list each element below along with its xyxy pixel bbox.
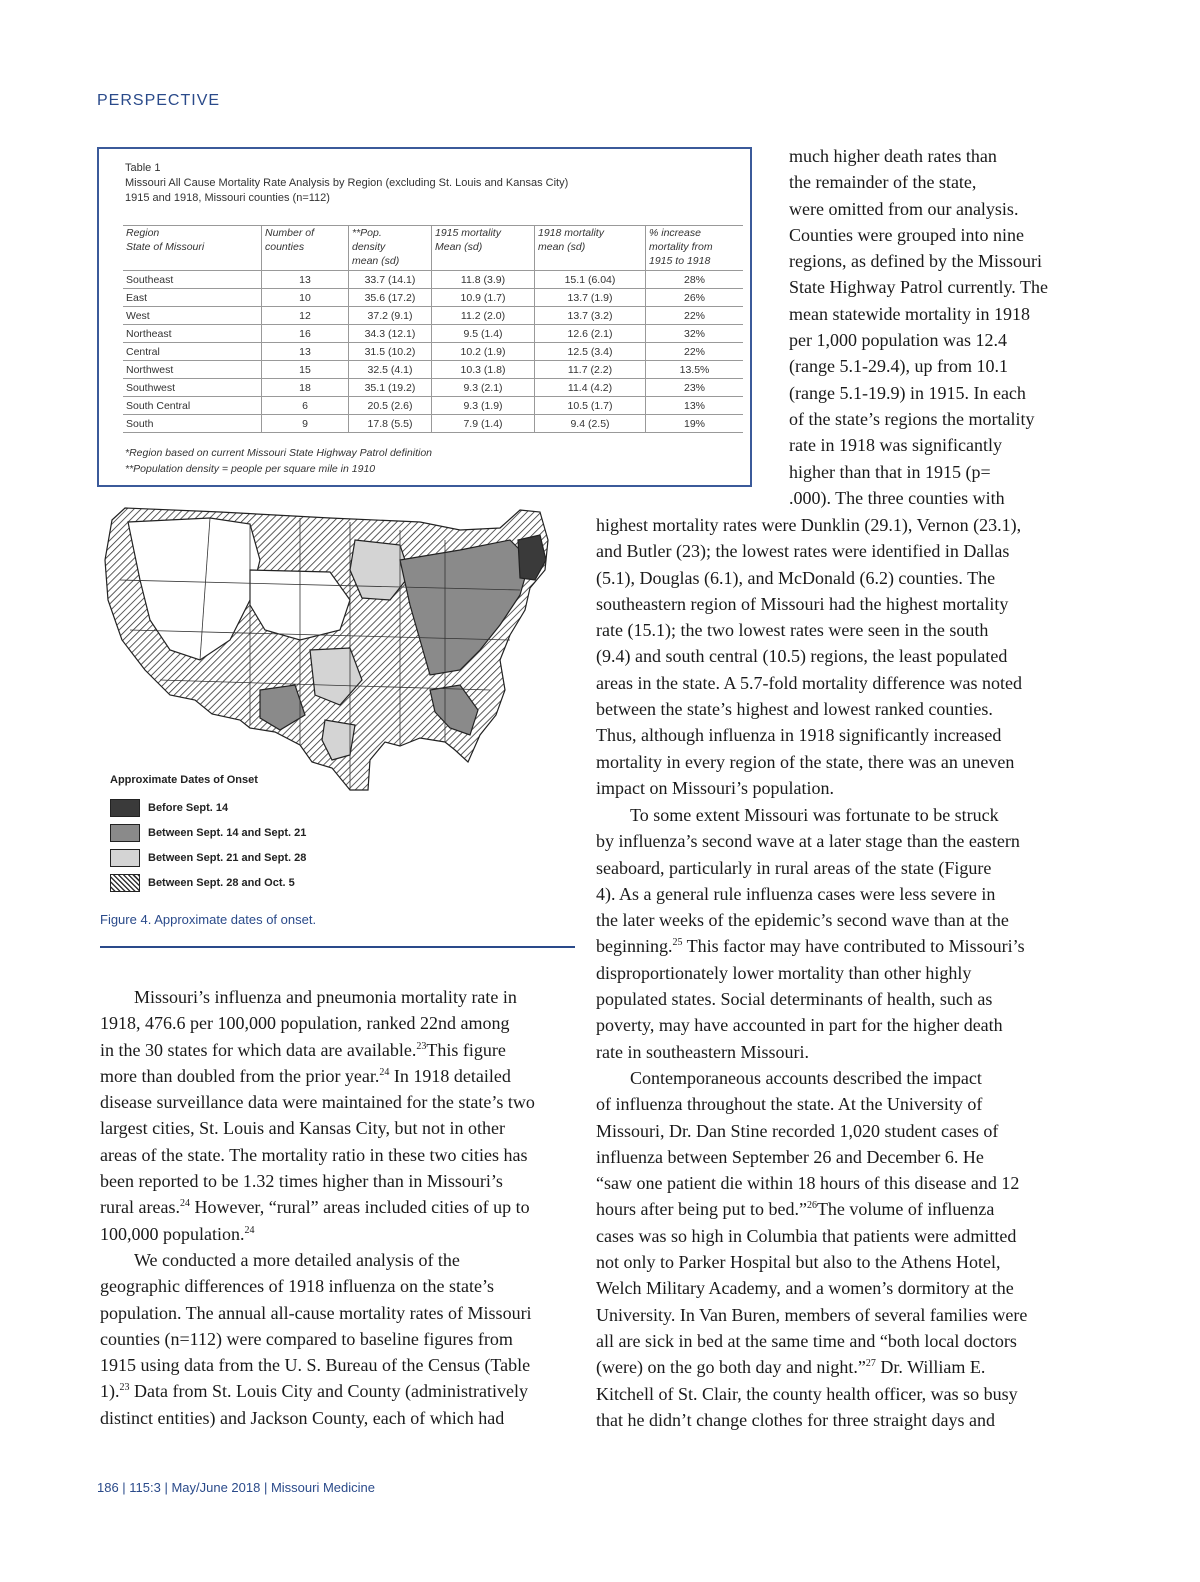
col-header-1915: 1915 mortality Mean (sd) [432,226,535,271]
table-row: Northwest 15 32.5 (4.1) 10.3 (1.8) 11.7 (2.2) 13.5% [123,361,743,379]
table-note-region: *Region based on current Missouri State Highway Patrol definition [125,447,432,459]
legend-item-sept-28-oct-5: Between Sept. 28 and Oct. 5 [110,873,295,893]
table-row: Southeast 13 33.7 (14.1) 11.8 (3.9) 15.1 (6.04) 28% [123,271,743,289]
table-row: West 12 37.2 (9.1) 11.2 (2.0) 13.7 (3.2) 22% [123,307,743,325]
table-title: Table 1 [125,162,161,174]
legend-swatch-gray [110,824,140,842]
legend-swatch-dark [110,799,140,817]
table-row: Southwest 18 35.1 (19.2) 9.3 (2.1) 11.4 (4.2) 23% [123,379,743,397]
table-row: Central 13 31.5 (10.2) 10.2 (1.9) 12.5 (3.4) 22% [123,343,743,361]
legend-item-sept-21-28: Between Sept. 21 and Sept. 28 [110,848,306,868]
right-paragraph-2: To some extent Missouri was fortunate to be struck by influenza’s second wave at a later stage than the eastern seaboard, particularly in rural areas of the state (Figure 4). As a general rule influenza cases were less severe in the later weeks of the epidemic’s second wave than at the beginning.$^{25}$ This factor may have contributed to Missouri’s disproportionately lower mortality than other highly populated states. Social determinants of health, such as poverty, may have accounted in part for the higher death rate in southeastern Missouri. [596,805,1025,1062]
page-footer: 186 | 115:3 | May/June 2018 | Missouri Medicine [97,1480,375,1495]
table-subtitle: Missouri All Cause Mortality Rate Analysis by Region (excluding St. Louis and Kansas City) [125,177,569,189]
table-heading [125,161,568,206]
legend-item-before-sept-14: Before Sept. 14 [110,798,228,818]
table-row: East 10 35.6 (17.2) 10.9 (1.7) 13.7 (1.9) 26% [123,289,743,307]
col-header-counties: Number of counties [262,226,349,271]
legend-swatch-light [110,849,140,867]
table-row: Northeast 16 34.3 (12.1) 9.5 (1.4) 12.6 (2.1) 32% [123,325,743,343]
col-header-increase: % increase mortality from 1915 to 1918 [646,226,744,271]
legend-title: Approximate Dates of Onset [110,774,258,786]
section-label: PERSPECTIVE [97,92,221,109]
table-row: South Central 6 20.5 (2.6) 9.3 (1.9) 10.5 (1.7) 13% [123,397,743,415]
caption-divider [100,946,575,948]
mortality-table [123,225,743,433]
table-subtitle-2: 1915 and 1918, Missouri counties (n=112) [125,192,330,204]
figure-caption: Figure 4. Approximate dates of onset. [100,912,317,927]
right-paragraph-1: highest mortality rates were Dunklin (29.1), Vernon (23.1), and Butler (23); the lowest rates were identified in Dallas (5.1), Douglas (6.1), and McDonald (6.2) counties. The southeastern region of Missouri had the highest mortality rate (15.1); the two lowest rates were seen in the south (9.4) and south central (10.5) regions, the least populated areas in the state. A 5.7-fold mortality difference was noted between the state’s highest and lowest ranked counties. Thus, although influenza in 1918 significantly increased mortality in every region of the state, there was an uneven impact on Missouri’s population. [596,515,1023,798]
table-1-box [97,147,752,487]
left-paragraph-2: We conducted a more detailed analysis of the geographic differences of 1918 influenza on the state’s population. The annual all-cause mortality rates of Missouri counties (n=112) were compared to baseline figures from 1915 using data from the U. S. Bureau of the Census (Table 1).$^{23}$ Data from St. Louis City and County (administratively distinct entities) and Jackson County, each of which had [100,1250,532,1428]
us-map [105,508,548,790]
right-paragraph-3: Contemporaneous accounts described the impact of influenza throughout the state. At the University of Missouri, Dr. Dan Stine recorded 1,020 student cases of influenza between September 26 and December 6. He “saw one patient die within 18 hours of this disease and 12 hours after being put to bed.”$^{26}$The volume of influenza cases was so high in Columbia that patients were admitted not only to Parker Hospital but also to the Athens Hotel, Welch Military Academy, and a women’s dormitory at the University. In Van Buren, members of several families were all are sick in bed at the same time and “both local doctors (were) on the go both day and night.”$^{27}$ Dr. William E. Kitchell of St. Clair, the county health officer, was so busy that he didn’t change clothes for three straight days and [596,1068,1028,1430]
right-top-paragraph: much higher death rates than the remainder of the state, were omitted from our analysis. Counties were grouped into nine regions, as defined by the Missouri State Highway Patrol currently. The mean statewide mortality in 1918 per 1,000 population was 12.4 (range 5.1-29.4), up from 10.1 (range 5.1-19.9) in 1915. In each of the state’s regions the mortality rate in 1918 was significantly higher than that in 1915 (p= .000). The three counties with [789,146,1048,508]
col-header-region: Region State of Missouri [123,226,262,271]
legend-item-sept-14-21: Between Sept. 14 and Sept. 21 [110,823,306,843]
left-paragraph-1: Missouri’s influenza and pneumonia mortality rate in 1918, 476.6 per 100,000 population, ranked 22nd among in the 30 states for which data are available.$^{23}$This figure more than doubled from the prior year.$^{24}$ In 1918 detailed disease surveillance data were maintained for the state’s two largest cities, St. Louis and Kansas City, but not in other areas of the state. The mortality ratio in these two cities has been reported to be 1.32 times higher than in Missouri’s rural areas.$^{24}$ However, “rural” areas included cities of up to 100,000 population.$^{24}$ [100,987,535,1244]
col-header-density: **Pop. density mean (sd) [349,226,432,271]
table-note-density: **Population density = people per square mile in 1910 [125,463,376,475]
table-notes [125,445,432,477]
table-row: South 9 17.8 (5.5) 7.9 (1.4) 9.4 (2.5) 19% [123,415,743,433]
table-header-row [123,226,743,271]
legend-swatch-hatched [110,874,140,892]
col-header-1918: 1918 mortality mean (sd) [535,226,646,271]
